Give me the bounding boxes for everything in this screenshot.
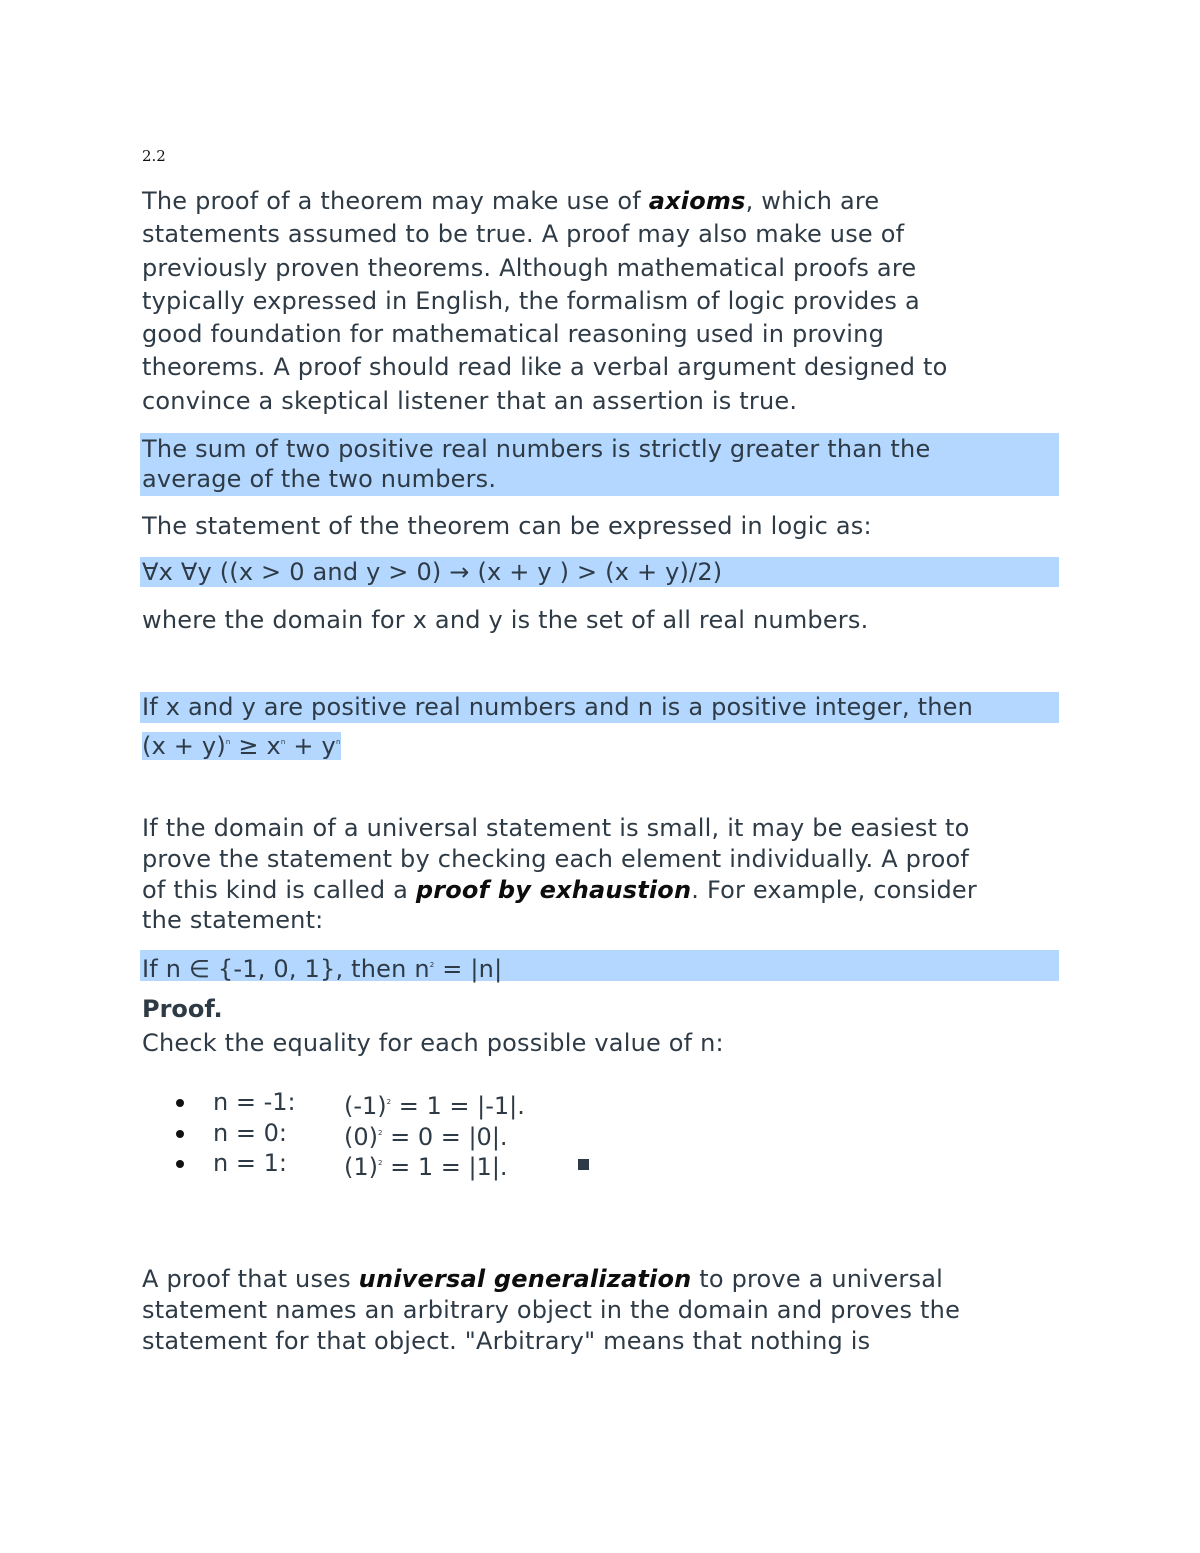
intro-text: , which are: [745, 187, 880, 215]
list-item: [142, 1118, 742, 1149]
universal-generalization-term: universal generalization: [358, 1265, 692, 1293]
intro-paragraph: [142, 185, 1042, 418]
generalization-paragraph: [142, 1264, 1042, 1356]
intro-line: good foundation for mathematical reasoning used in proving: [142, 320, 885, 349]
list-item: [142, 1148, 742, 1179]
exhaustion-text: of this kind is called a: [142, 875, 416, 904]
logic-intro: The statement of the theorem can be expressed in logic as:: [142, 512, 872, 540]
statement-text: = |n|: [434, 955, 503, 983]
logic-formula: ∀x ∀y ((x > 0 and y > 0) → (x + y ) > (x + y)/2): [142, 558, 723, 586]
exponent: n: [335, 738, 341, 746]
case-equation: [344, 1148, 508, 1183]
proof-intro: Check the equality for each possible value of n:: [142, 1029, 724, 1057]
exponent: 2: [386, 1098, 392, 1106]
formula-text: + y: [285, 732, 336, 760]
statement-line: [140, 950, 1059, 985]
exhaustion-line: prove the statement by checking each element individually. A proof: [142, 844, 970, 873]
generalization-line: statement for that object. "Arbitrary" means that nothing is: [142, 1326, 871, 1355]
proof-by-exhaustion-term: proof by exhaustion: [415, 875, 692, 904]
theorem2-part: [286, 732, 341, 760]
theorem1-line: The sum of two positive real numbers is strictly greater than the: [142, 435, 931, 463]
equation-text: (1): [344, 1153, 378, 1181]
list-item: [142, 1087, 742, 1118]
formula-text: (x + y): [142, 732, 226, 760]
exponent: 2: [378, 1129, 383, 1137]
generalization-text: A proof that uses: [142, 1265, 359, 1293]
intro-line: convince a skeptical listener that an assertion is true.: [142, 386, 798, 415]
theorem2-part: [231, 732, 286, 760]
theorem2-formula: [142, 726, 1042, 762]
generalization-line: statement names an arbitrary object in the domain and proves the: [142, 1295, 961, 1324]
equation-text: = 0 = |0|.: [382, 1123, 508, 1151]
case-label: n = -1:: [213, 1088, 296, 1116]
exponent: 2: [378, 1159, 383, 1167]
section-number: 2.2: [142, 147, 166, 165]
equation-text: (0): [344, 1123, 378, 1151]
bullet-icon: [176, 1130, 184, 1138]
statement-text: If n ∈ {-1, 0, 1}, then n: [142, 955, 430, 983]
intro-line: theorems. A proof should read like a verbal argument designed to: [142, 353, 948, 382]
case-label: n = 0:: [213, 1119, 287, 1147]
theorem2-part: [142, 732, 231, 760]
exhaustion-line: If the domain of a universal statement is small, it may be easiest to: [142, 814, 970, 842]
theorem2-highlight: [140, 692, 1059, 723]
exponent: n: [280, 738, 286, 746]
case-label: n = 1:: [213, 1149, 287, 1177]
theorem2-line: If x and y are positive real numbers and n is a positive integer, then: [142, 693, 974, 721]
exponent: 2: [429, 961, 435, 969]
bullet-icon: [176, 1160, 184, 1168]
proof-heading: Proof.: [142, 995, 223, 1023]
equation-text: = 1 = |-1|.: [391, 1092, 525, 1120]
domain-note: where the domain for x and y is the set of all real numbers.: [142, 606, 869, 634]
theorem1-highlight: [140, 433, 1059, 496]
bullet-icon: [176, 1099, 184, 1107]
axioms-term: axioms: [648, 187, 746, 215]
generalization-line: [142, 1264, 1042, 1295]
intro-line: [142, 185, 1042, 218]
logic-formula-highlight: [140, 557, 1059, 587]
exhaustion-line: [142, 875, 1042, 906]
formula-text: ≥ x: [230, 732, 281, 760]
generalization-text: to prove a universal: [691, 1265, 943, 1293]
case-equation: [344, 1087, 525, 1122]
intro-line: statements assumed to be true. A proof may also make use of: [142, 220, 905, 249]
exhaustion-line: the statement:: [142, 906, 324, 935]
exhaustion-paragraph: [142, 813, 1042, 936]
equation-text: (-1): [344, 1092, 387, 1120]
exhaustion-text: . For example, consider: [691, 875, 977, 904]
exponent: n: [225, 738, 231, 746]
intro-text: The proof of a theorem may make use of: [142, 187, 649, 215]
equation-text: = 1 = |1|.: [382, 1153, 508, 1181]
intro-line: typically expressed in English, the formalism of logic provides a: [142, 286, 920, 315]
qed-square-icon: [578, 1159, 589, 1170]
theorem1-line: average of the two numbers.: [142, 465, 497, 493]
statement-highlight: [140, 950, 1059, 981]
intro-line: previously proven theorems. Although mathematical proofs are: [142, 253, 917, 282]
